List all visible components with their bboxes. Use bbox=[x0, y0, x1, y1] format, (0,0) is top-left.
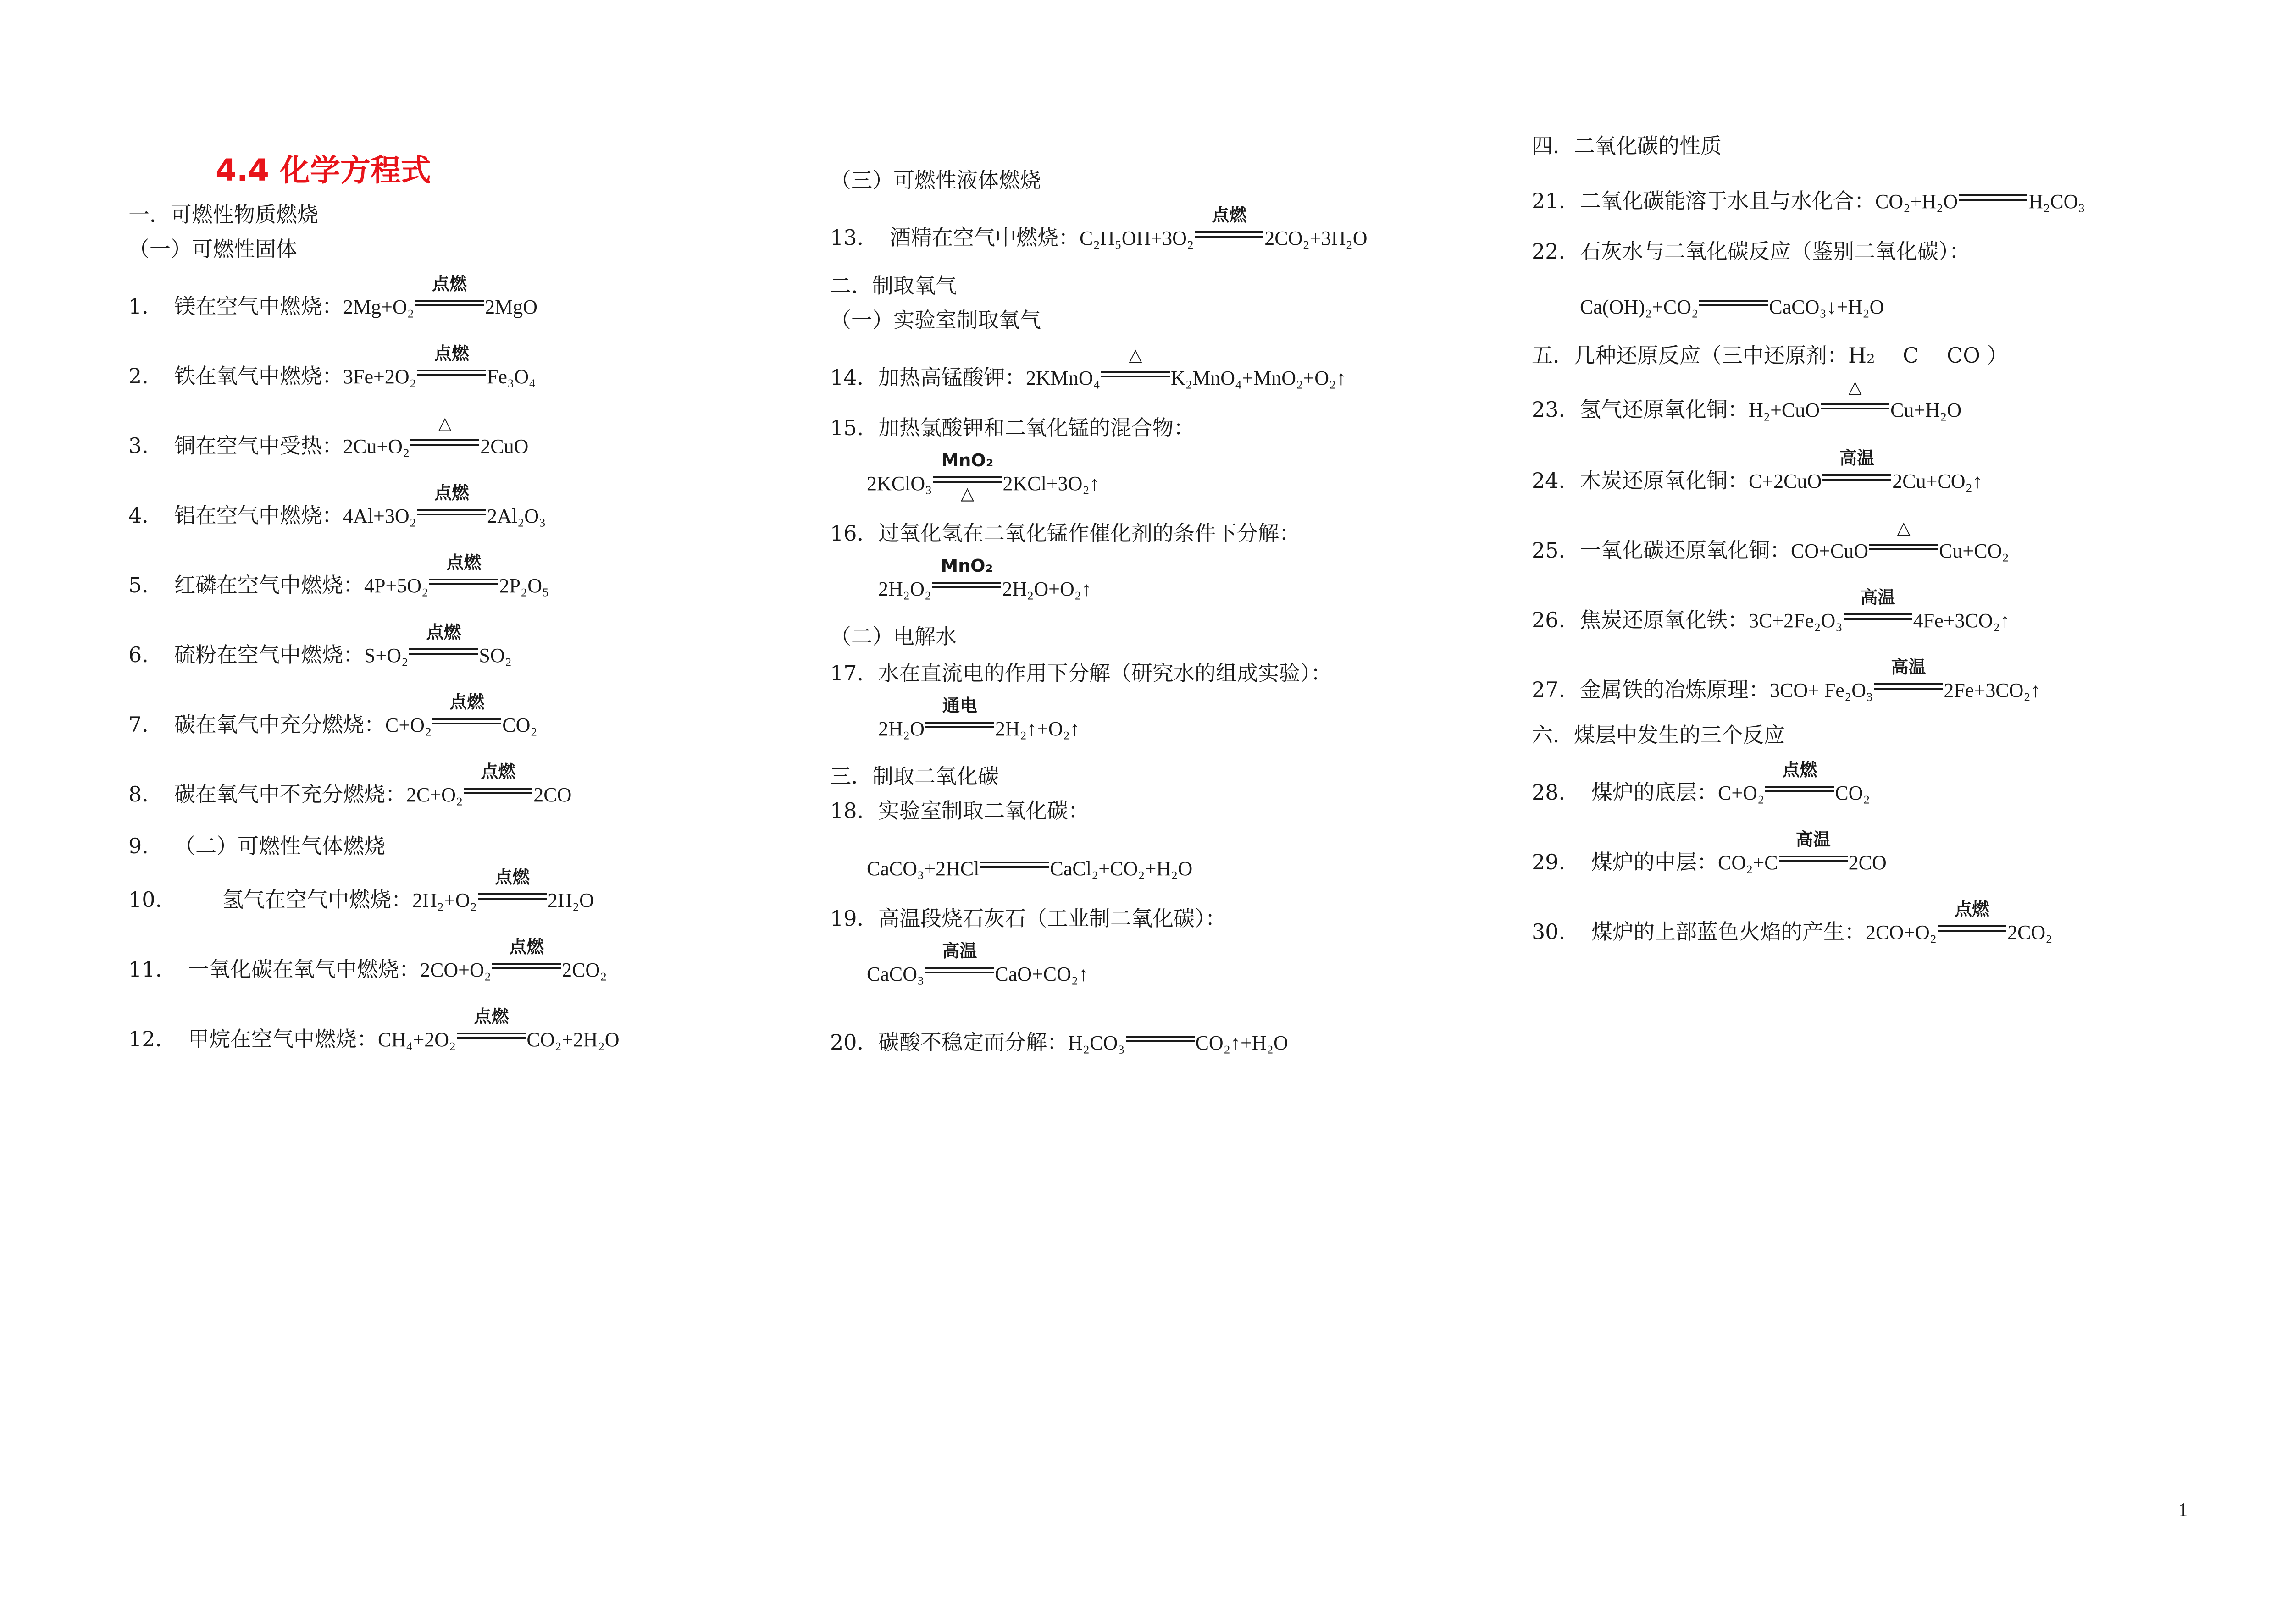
reaction-equals bbox=[1874, 657, 1943, 697]
reaction-condition: 通电 bbox=[942, 696, 977, 716]
section-heading: 五．几种还原反应（三中还原剂：H₂ C CO ） bbox=[1532, 343, 2008, 368]
products: H₂CO₃ bbox=[2028, 190, 2085, 213]
reaction-equals bbox=[417, 483, 486, 523]
reaction-equals bbox=[1101, 345, 1170, 385]
section-heading: 四．二氧化碳的性质 bbox=[1532, 133, 1722, 158]
item-number: 1. bbox=[128, 294, 149, 319]
reaction-condition-under: △ bbox=[960, 483, 975, 503]
subsection-item bbox=[128, 835, 385, 856]
equation-item bbox=[1532, 657, 2041, 702]
equation-item bbox=[1532, 188, 2085, 212]
reaction-condition: 点燃 bbox=[426, 622, 461, 642]
item-number: 2. bbox=[128, 364, 149, 388]
equation-item bbox=[128, 867, 594, 912]
products: 2Al₂O₃ bbox=[487, 505, 546, 527]
reaction-condition: 高温 bbox=[1860, 587, 1895, 608]
item-description: 过氧化氢在二氧化锰作催化剂的条件下分解： bbox=[878, 521, 1300, 546]
reactants: CH₄+2O₂ bbox=[378, 1028, 456, 1051]
reactants: C+O₂ bbox=[385, 714, 432, 736]
item-number: 20. bbox=[830, 1030, 864, 1055]
products: CO₂ bbox=[502, 714, 537, 736]
reaction-condition: 高温 bbox=[1795, 829, 1831, 850]
reaction-equals bbox=[429, 552, 498, 592]
reaction-equals bbox=[1126, 1029, 1195, 1050]
subsection-heading: （二）电解水 bbox=[830, 624, 957, 649]
reaction-equals bbox=[980, 855, 1049, 875]
item-number: 17. bbox=[830, 661, 864, 685]
equation-item bbox=[830, 205, 1368, 250]
item-number: 8. bbox=[128, 782, 149, 806]
products: 2H₂O bbox=[548, 889, 594, 911]
item-description: 碳酸不稳定而分解： bbox=[878, 1030, 1068, 1055]
item-number: 6. bbox=[128, 642, 149, 667]
reactants: CaCO₃+2HCl bbox=[867, 857, 980, 880]
reactants: C+2CuO bbox=[1749, 470, 1822, 492]
products: SO₂ bbox=[479, 644, 512, 667]
products: 2P₂O₅ bbox=[499, 574, 549, 597]
item-number: 13. bbox=[830, 225, 864, 250]
reactants: 2KMnO₄ bbox=[1026, 367, 1101, 389]
reaction-condition: 高温 bbox=[942, 941, 977, 961]
equation-item bbox=[128, 622, 512, 667]
item-number: 12. bbox=[128, 1027, 162, 1051]
equation-item bbox=[830, 1029, 1288, 1053]
item-number: 10. bbox=[128, 887, 162, 912]
item-description: 一氧化碳在氧气中燃烧： bbox=[188, 957, 420, 982]
item-number: 19. bbox=[830, 906, 864, 931]
reactants: 2Mg+O₂ bbox=[343, 296, 415, 318]
reaction-equals bbox=[1959, 188, 2027, 208]
reactants: 2KClO₃ bbox=[867, 472, 932, 495]
reaction-equals bbox=[409, 622, 478, 662]
item-description: 氢气还原氧化铜： bbox=[1580, 397, 1749, 422]
item-number: 11. bbox=[128, 957, 162, 982]
item-number: 15. bbox=[830, 415, 864, 440]
reactants: 2CO+O₂ bbox=[420, 959, 492, 981]
item-description: 碳在氧气中充分燃烧： bbox=[174, 712, 385, 737]
equation-line bbox=[1580, 293, 1884, 317]
item-number: 25. bbox=[1532, 538, 1566, 563]
item-description: 铝在空气中燃烧： bbox=[174, 503, 343, 528]
equation-item bbox=[830, 523, 1300, 544]
products: Cu+H₂O bbox=[1890, 399, 1962, 421]
equation-item bbox=[128, 552, 549, 597]
reaction-condition: 点燃 bbox=[446, 552, 482, 573]
equation-item bbox=[128, 762, 572, 806]
item-number: 16. bbox=[830, 521, 864, 546]
subsection-heading: （二）可燃性气体燃烧 bbox=[174, 834, 385, 858]
products: 2CO₂ bbox=[2007, 921, 2053, 944]
item-number: 3. bbox=[128, 433, 149, 458]
equation-line bbox=[867, 855, 1192, 879]
reactants: H₂+CuO bbox=[1749, 399, 1820, 421]
equation-item bbox=[830, 417, 1195, 438]
item-number: 21. bbox=[1532, 188, 1566, 213]
reaction-condition: 点燃 bbox=[481, 762, 516, 782]
reactants: Ca(OH)₂+CO₂ bbox=[1580, 296, 1699, 318]
item-number: 26. bbox=[1532, 608, 1566, 632]
section-heading: 三．制取二氧化碳 bbox=[830, 764, 999, 789]
products: 2H₂O+O₂↑ bbox=[1002, 578, 1092, 600]
equation-line bbox=[878, 556, 1092, 600]
item-description: 酒精在空气中燃烧： bbox=[890, 225, 1080, 250]
equation-line bbox=[878, 696, 1080, 740]
equation-line bbox=[867, 941, 1089, 985]
reaction-condition: MnO₂ bbox=[941, 450, 994, 470]
page-title: 4.4 化学方程式 bbox=[216, 153, 431, 188]
reactants: CO₂+C bbox=[1718, 851, 1778, 874]
products: CO₂+2H₂O bbox=[526, 1028, 620, 1051]
reaction-equals bbox=[464, 762, 532, 801]
item-description: 镁在空气中燃烧： bbox=[174, 294, 343, 319]
reactants: 2H₂O bbox=[878, 718, 925, 740]
reactants: S+O₂ bbox=[364, 644, 409, 667]
item-description: 煤炉的中层： bbox=[1591, 850, 1718, 874]
reaction-equals bbox=[457, 1006, 526, 1046]
reactants: 2Cu+O₂ bbox=[343, 435, 410, 458]
item-number: 14. bbox=[830, 365, 864, 390]
equation-item bbox=[1532, 829, 1887, 874]
item-number: 28. bbox=[1532, 780, 1566, 805]
reaction-condition: △ bbox=[1897, 518, 1911, 538]
item-description: 碳在氧气中不充分燃烧： bbox=[174, 782, 406, 806]
reactants: H₂CO₃ bbox=[1068, 1032, 1125, 1054]
reaction-condition: 点燃 bbox=[434, 483, 469, 503]
equation-line bbox=[867, 450, 1100, 503]
item-description: 高温段烧石灰石（工业制二氧化碳）： bbox=[878, 906, 1226, 931]
item-description: 石灰水与二氧化碳反应（鉴别二氧化碳）： bbox=[1580, 239, 1970, 264]
products: 2Fe+3CO₂↑ bbox=[1944, 679, 2041, 702]
item-description: 煤炉的上部蓝色火焰的产生： bbox=[1591, 919, 1866, 944]
item-description: 铜在空气中受热： bbox=[174, 433, 343, 458]
reaction-condition: 点燃 bbox=[1955, 899, 1990, 919]
equation-item bbox=[1532, 899, 2053, 944]
products: CaCO₃↓+H₂O bbox=[1769, 296, 1884, 318]
reaction-equals bbox=[1699, 293, 1768, 314]
reaction-condition: 点燃 bbox=[449, 692, 485, 712]
item-number: 23. bbox=[1532, 397, 1566, 422]
products: CO₂↑+H₂O bbox=[1195, 1032, 1288, 1054]
item-description: 金属铁的冶炼原理： bbox=[1580, 677, 1770, 702]
reaction-equals bbox=[417, 343, 486, 383]
equation-item bbox=[128, 1006, 620, 1051]
reaction-equals bbox=[1822, 448, 1891, 488]
products: Fe₃O₄ bbox=[487, 365, 536, 388]
equation-item bbox=[830, 663, 1332, 684]
reaction-condition: △ bbox=[1129, 345, 1142, 365]
item-description: 一氧化碳还原氧化铜： bbox=[1580, 538, 1791, 563]
equation-item bbox=[1532, 587, 2010, 632]
subsection-heading: （三）可燃性液体燃烧 bbox=[830, 168, 1041, 193]
item-description: 木炭还原氧化铜： bbox=[1580, 468, 1749, 493]
products: 2CO bbox=[533, 784, 572, 806]
reaction-equals bbox=[1938, 899, 2006, 939]
item-number: 7. bbox=[128, 712, 149, 737]
equation-item bbox=[1532, 448, 1983, 493]
reaction-condition: MnO₂ bbox=[941, 556, 993, 576]
reaction-condition: 点燃 bbox=[1782, 760, 1817, 780]
products: 4Fe+3CO₂↑ bbox=[1913, 609, 2010, 632]
products: 2CO₂ bbox=[562, 959, 607, 981]
item-number: 9. bbox=[128, 834, 149, 858]
reactants: CO₂+H₂O bbox=[1875, 190, 1958, 213]
item-description: 氢气在空气中燃烧： bbox=[222, 887, 412, 912]
reaction-equals bbox=[1821, 377, 1889, 417]
item-number: 5. bbox=[128, 573, 149, 597]
equation-item bbox=[830, 800, 1089, 821]
item-number: 30. bbox=[1532, 919, 1566, 944]
products: 2MgO bbox=[485, 296, 537, 318]
reactants: 2CO+O₂ bbox=[1866, 921, 1937, 944]
reaction-equals bbox=[1869, 518, 1938, 558]
item-description: 加热氯酸钾和二氧化锰的混合物： bbox=[878, 415, 1195, 440]
reaction-condition: 点燃 bbox=[509, 937, 544, 957]
section-heading: 六．煤层中发生的三个反应 bbox=[1532, 723, 1785, 747]
item-number: 24. bbox=[1532, 468, 1566, 493]
products: K₂MnO₄+MnO₂+O₂↑ bbox=[1171, 367, 1346, 389]
reactants: CaCO₃ bbox=[867, 963, 925, 985]
reactants: 3C+2Fe₂O₃ bbox=[1749, 609, 1843, 632]
item-number: 18. bbox=[830, 798, 864, 823]
products: CaCl₂+CO₂+H₂O bbox=[1050, 857, 1193, 880]
products: CO₂ bbox=[1835, 782, 1870, 804]
page-number: 1 bbox=[2178, 1500, 2188, 1521]
item-description: 二氧化碳能溶于水且与水化合： bbox=[1580, 188, 1875, 213]
reactants: 3Fe+2O₂ bbox=[343, 365, 416, 388]
item-description: 铁在氧气中燃烧： bbox=[174, 364, 343, 388]
equation-item bbox=[1532, 518, 2009, 563]
item-number: 22. bbox=[1532, 239, 1566, 264]
reaction-equals bbox=[1779, 829, 1848, 869]
reaction-condition: 点燃 bbox=[434, 343, 469, 364]
subsection-heading: （一）实验室制取氧气 bbox=[830, 308, 1041, 332]
equation-item bbox=[830, 345, 1346, 390]
reactants: 2H₂+O₂ bbox=[412, 889, 477, 911]
products: 2CuO bbox=[480, 435, 529, 458]
reactants: 4P+5O₂ bbox=[364, 574, 429, 597]
item-description: 甲烷在空气中燃烧： bbox=[188, 1027, 378, 1051]
equation-item bbox=[128, 274, 537, 319]
reaction-equals bbox=[1195, 205, 1263, 245]
reaction-equals bbox=[925, 696, 994, 735]
item-number: 27. bbox=[1532, 677, 1566, 702]
reactants: CO+CuO bbox=[1791, 540, 1869, 562]
item-description: 加热高锰酸钾： bbox=[878, 365, 1026, 390]
section-heading: 二．制取氧气 bbox=[830, 273, 957, 298]
reaction-equals bbox=[932, 556, 1001, 596]
equation-item bbox=[128, 413, 529, 458]
item-description: 实验室制取二氧化碳： bbox=[878, 798, 1089, 823]
reaction-condition: 点燃 bbox=[495, 867, 530, 887]
products: 2KCl+3O₂↑ bbox=[1002, 472, 1100, 495]
reaction-condition: 点燃 bbox=[432, 274, 467, 294]
products: CaO+CO₂↑ bbox=[995, 963, 1089, 985]
equation-item bbox=[128, 483, 546, 528]
item-description: 煤炉的底层： bbox=[1591, 780, 1718, 805]
reaction-equals bbox=[415, 274, 484, 314]
products: Cu+CO₂ bbox=[1939, 540, 2009, 562]
reaction-equals bbox=[925, 941, 994, 981]
reaction-equals bbox=[933, 450, 1002, 503]
reaction-equals bbox=[410, 413, 479, 453]
reactants: C+O₂ bbox=[1718, 782, 1765, 804]
products: 2CO bbox=[1848, 851, 1887, 874]
reaction-equals bbox=[1765, 760, 1834, 800]
reaction-condition: 点燃 bbox=[1212, 205, 1247, 225]
reactants: 2H₂O₂ bbox=[878, 578, 932, 600]
equation-item bbox=[128, 937, 607, 982]
reaction-condition: 点燃 bbox=[474, 1006, 509, 1027]
equation-item bbox=[1532, 377, 1962, 422]
reaction-condition: 高温 bbox=[1839, 448, 1875, 468]
reactants: 4Al+3O₂ bbox=[343, 505, 416, 527]
products: 2CO₂+3H₂O bbox=[1264, 227, 1368, 249]
products: 2H₂↑+O₂↑ bbox=[995, 718, 1080, 740]
equation-item bbox=[128, 692, 537, 737]
item-description: 焦炭还原氧化铁： bbox=[1580, 608, 1749, 632]
item-description: 水在直流电的作用下分解（研究水的组成实验）： bbox=[878, 661, 1332, 685]
item-number: 4. bbox=[128, 503, 149, 528]
reaction-condition: △ bbox=[1848, 377, 1862, 397]
item-number: 29. bbox=[1532, 850, 1566, 874]
item-description: 红磷在空气中燃烧： bbox=[174, 573, 364, 597]
reactants: 3CO+ Fe₂O₃ bbox=[1770, 679, 1873, 702]
equation-item bbox=[830, 908, 1226, 929]
equation-item bbox=[128, 343, 536, 388]
reaction-condition: 高温 bbox=[1891, 657, 1926, 677]
reaction-equals bbox=[478, 867, 547, 907]
reactants: C₂H₅OH+3O₂ bbox=[1080, 227, 1194, 249]
item-description: 硫粉在空气中燃烧： bbox=[174, 642, 364, 667]
reaction-equals bbox=[432, 692, 501, 732]
section-heading: 一．可燃性物质燃烧 bbox=[128, 202, 318, 227]
products: 2Cu+CO₂↑ bbox=[1892, 470, 1983, 492]
reaction-equals bbox=[492, 937, 561, 977]
equation-item bbox=[1532, 241, 1970, 262]
reactants: 2C+O₂ bbox=[406, 784, 463, 806]
reaction-equals bbox=[1844, 587, 1912, 627]
equation-item bbox=[1532, 760, 1870, 805]
reaction-condition: △ bbox=[438, 413, 452, 433]
subsection-heading: （一）可燃性固体 bbox=[128, 237, 297, 261]
